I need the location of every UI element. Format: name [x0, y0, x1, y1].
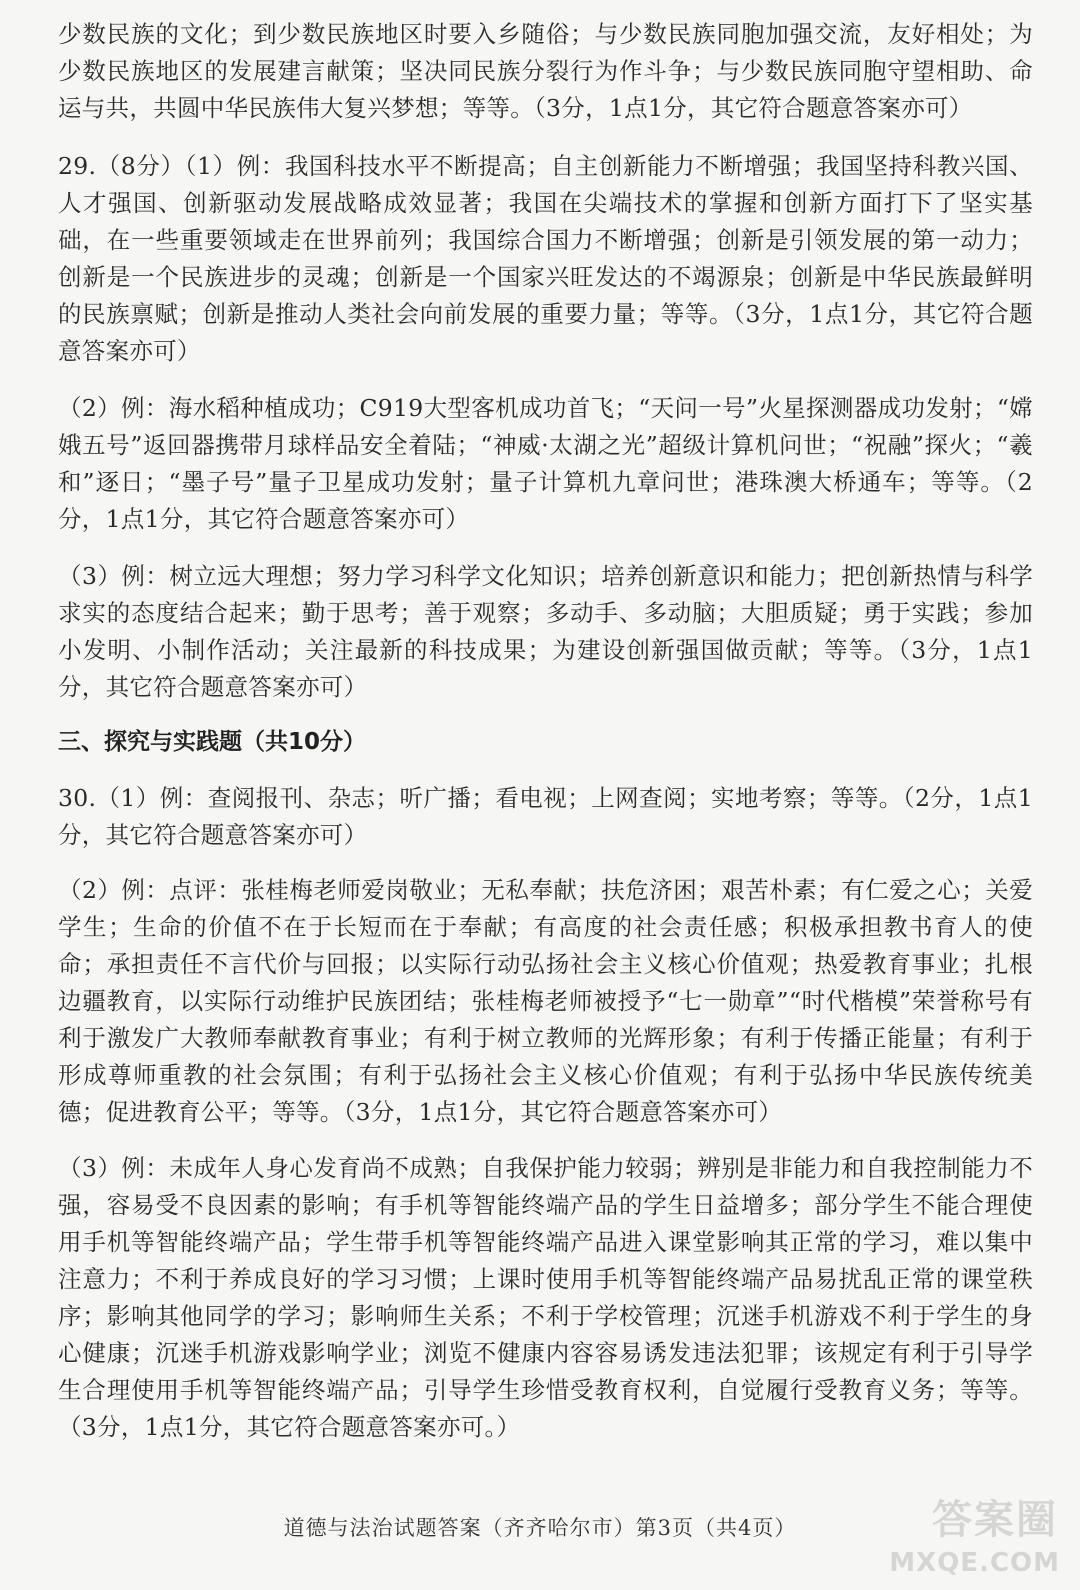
page-footer: 道德与法治试题答案（齐齐哈尔市）第3页（共4页） — [283, 1516, 797, 1540]
answer-30-part-1: 30.（1）例：查阅报刊、杂志；听广播；看电视；上网查阅；实地考察；等等。（2分，1点1分，其它符合题意答案亦可） — [58, 784, 1033, 849]
section-3-heading: 三、探究与实践题（共10分） — [58, 729, 367, 755]
answer-29-part-3: （3）例：树立远大理想；努力学习科学文化知识；培养创新意识和能力；把创新热情与科学求实的态度结合起来；勤于思考；善于观察；多动手、多动脑；大胆质疑；勇于实践；参加小发明、小制作活动；关注最新的科技成果；为建设创新强国做贡献；等等。（3分，1点1分，其它符合题意答案亦可） — [58, 562, 1033, 701]
watermark-url: MXQE.COM — [889, 1548, 1060, 1578]
answer-29-part-1: 29.（8分）（1）例：我国科技水平不断提高；自主创新能力不断增强；我国坚持科教兴国、人才强国、创新驱动发展战略成效显著；我国在尖端技术的掌握和创新方面打下了坚实基础，在一些重要领域走在世界前列；我国综合国力不断增强；创新是引领发展的第一动力；创新是一个民族进步的灵魂；创新是一个国家兴旺发达的不竭源泉；创新是中华民族最鲜明的民族禀赋；创新是推动人类社会向前发展的重要力量；等等。（3分，1点1分，其它符合题意答案亦可） — [58, 152, 1033, 365]
answer-28-continuation: 少数民族的文化；到少数民族地区时要入乡随俗；与少数民族同胞加强交流，友好相处；为少数民族地区的发展建言献策；坚决同民族分裂行为作斗争；与少数民族同胞守望相助、命运与共，共圆中华民族伟大复兴梦想；等等。（3分，1点1分，其它符合题意答案亦可） — [58, 20, 1033, 122]
site-watermark — [876, 1488, 1066, 1578]
answer-30-part-2: （2）例：点评：张桂梅老师爱岗敬业；无私奉献；扶危济困；艰苦朴素；有仁爱之心；关爱学生；生命的价值不在于长短而在于奉献；有高度的社会责任感；积极承担教书育人的使命；承担责任不言代价与回报；以实际行动弘扬社会主义核心价值观；热爱教育事业；扎根边疆教育，以实际行动维护民族团结；张桂梅老师被授予“七一勋章”“时代楷模”荣誉称号有利于激发广大教师奉献教育事业；有利于树立教师的光辉形象；有利于传播正能量；有利于形成尊师重教的社会氛围；有利于弘扬社会主义核心价值观；有利于弘扬中华民族传统美德；促进教育公平；等等。（3分，1点1分，其它符合题意答案亦可） — [58, 876, 1033, 1126]
answer-30-part-3: （3）例：未成年人身心发育尚不成熟；自我保护能力较弱；辨别是非能力和自我控制能力不强，容易受不良因素的影响；有手机等智能终端产品的学生日益增多；部分学生不能合理使用手机等智能终端产品；学生带手机等智能终端产品进入课堂影响其正常的学习，难以集中注意力；不利于养成良好的学习习惯；上课时使用手机等智能终端产品易扰乱正常的课堂秩序；影响其他同学的学习；影响师生关系；不利于学校管理；沉迷手机游戏不利于学生的身心健康；沉迷手机游戏影响学业；浏览不健康内容容易诱发违法犯罪；该规定有利于引导学生合理使用手机等智能终端产品；引导学生珍惜受教育权利，自觉履行受教育义务；等等。（3分，1点1分，其它符合题意答案亦可。） — [58, 1154, 1033, 1441]
watermark-logo: 答案圈 — [932, 1497, 1058, 1543]
answer-29-part-2: （2）例：海水稻种植成功；C919大型客机成功首飞；“天问一号”火星探测器成功发射；“嫦娥五号”返回器携带月球样品安全着陆；“神威·太湖之光”超级计算机问世；“祝融”探火；“羲和”逐日；“墨子号”量子卫星成功发射；量子计算机九章问世；港珠澳大桥通车；等等。（2分，1点1分，其它符合题意答案亦可） — [58, 394, 1033, 533]
